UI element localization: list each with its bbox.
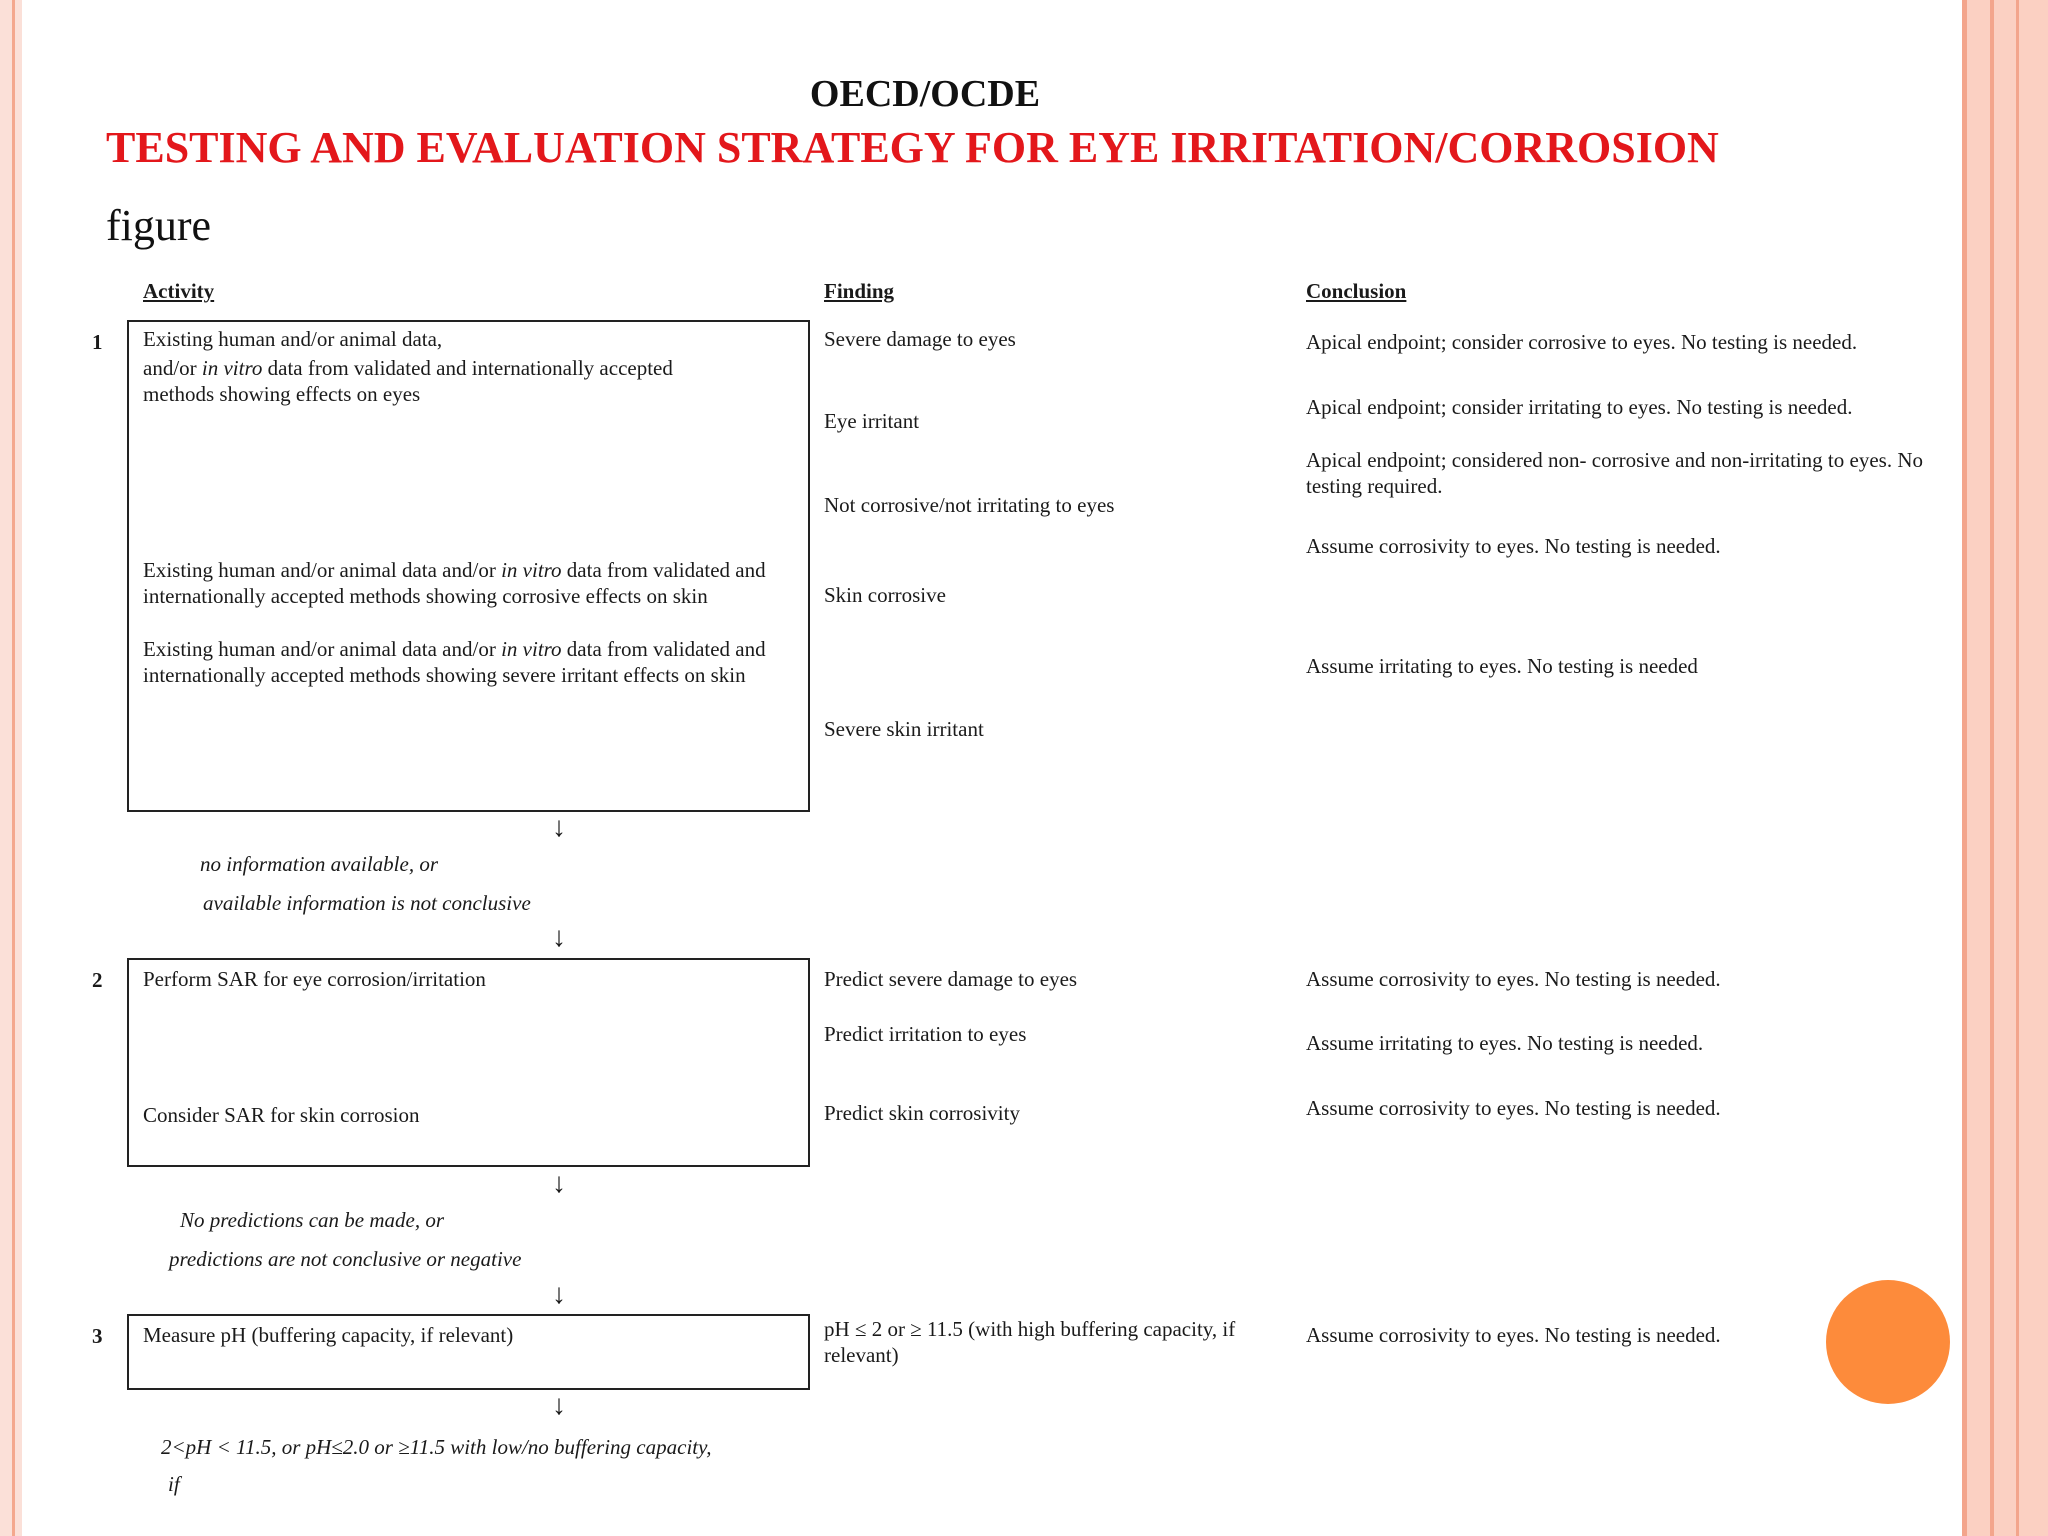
transition-note: predictions are not conclusive or negative (169, 1247, 522, 1271)
step-number: 3 (92, 1324, 103, 1348)
finding-item: Predict skin corrosivity (824, 1101, 1020, 1125)
down-arrow-icon: ↓ (552, 922, 566, 953)
org-heading: OECD/OCDE (809, 73, 1041, 115)
transition-note: 2<pH < 11.5, or pH≤2.0 or ≥11.5 with low/no buffering capacity, (161, 1435, 712, 1459)
conclusion-item: Assume irritating to eyes. No testing is needed. (1306, 1031, 1704, 1055)
column-heading-conclusion: Conclusion (1306, 279, 1407, 303)
finding-item: Eye irritant (824, 409, 920, 433)
conclusion-item: Assume corrosivity to eyes. No testing is needed. (1306, 1096, 1721, 1120)
right-border-line (1990, 0, 1994, 1536)
finding-item: Severe skin irritant (824, 717, 984, 741)
page-title: TESTING AND EVALUATION STRATEGY FOR EYE IRRITATION/CORROSION (106, 123, 1719, 172)
step-1-activity-c: Existing human and/or animal data and/or in vitro data from validated and internationally accepted methods showing severe irritant effects on skin (143, 637, 766, 687)
step-2-activity-a: Perform SAR for eye corrosion/irritation (143, 967, 486, 991)
left-border-line (12, 0, 15, 1536)
conclusion-item: Apical endpoint; consider corrosive to eyes. No testing is needed. (1306, 330, 1858, 354)
step-3-activity: Measure pH (buffering capacity, if relevant) (143, 1323, 514, 1347)
down-arrow-icon: ↓ (552, 812, 566, 843)
finding-item: Predict severe damage to eyes (824, 967, 1078, 991)
step-1-activity-b: Existing human and/or animal data and/or in vitro data from validated and internationally accepted methods showing corrosive effects on skin (143, 558, 766, 608)
conclusion-item: Apical endpoint; considered non- corrosive and non-irritating to eyes. No testing required. (1306, 448, 1923, 498)
conclusion-item: Apical endpoint; consider irritating to eyes. No testing is needed. (1306, 395, 1853, 419)
conclusion-item: Assume corrosivity to eyes. No testing is needed. (1306, 1323, 1721, 1347)
step-number: 2 (92, 968, 103, 992)
transition-note: no information available, or (200, 852, 438, 876)
finding-item: Predict irritation to eyes (824, 1022, 1027, 1046)
finding-item: Skin corrosive (824, 583, 946, 607)
finding-item: Not corrosive/not irritating to eyes (824, 493, 1115, 517)
orange-circle-decoration (1826, 1280, 1950, 1404)
down-arrow-icon: ↓ (552, 1168, 566, 1199)
conclusion-item: Assume corrosivity to eyes. No testing is needed. (1306, 534, 1721, 558)
column-heading-activity: Activity (143, 279, 215, 303)
conclusion-item: Assume corrosivity to eyes. No testing is needed. (1306, 967, 1721, 991)
finding-item: pH ≤ 2 or ≥ 11.5 (with high buffering capacity, if relevant) (824, 1317, 1236, 1367)
right-border-line (2016, 0, 2019, 1536)
step-1-activity-a-line1: Existing human and/or animal data, (143, 327, 443, 351)
step-2-activity-b: Consider SAR for skin corrosion (143, 1103, 420, 1127)
left-border (0, 0, 22, 1536)
transition-note: No predictions can be made, or (180, 1208, 445, 1232)
down-arrow-icon: ↓ (552, 1279, 566, 1310)
finding-item: Severe damage to eyes (824, 327, 1016, 351)
down-arrow-icon: ↓ (552, 1390, 566, 1421)
page-subtitle: figure (106, 201, 212, 250)
conclusion-item: Assume irritating to eyes. No testing is needed (1306, 654, 1698, 678)
step-number: 1 (92, 330, 103, 354)
transition-note: if (168, 1472, 180, 1496)
step-1-activity-a-line3: methods showing effects on eyes (143, 382, 421, 406)
column-heading-finding: Finding (824, 279, 895, 303)
transition-note: available information is not conclusive (203, 891, 531, 915)
right-border-line (1962, 0, 1967, 1536)
step-1-activity-a-line2: and/or in vitro data from validated and internationally accepted (143, 356, 673, 380)
right-border (1966, 0, 2048, 1536)
